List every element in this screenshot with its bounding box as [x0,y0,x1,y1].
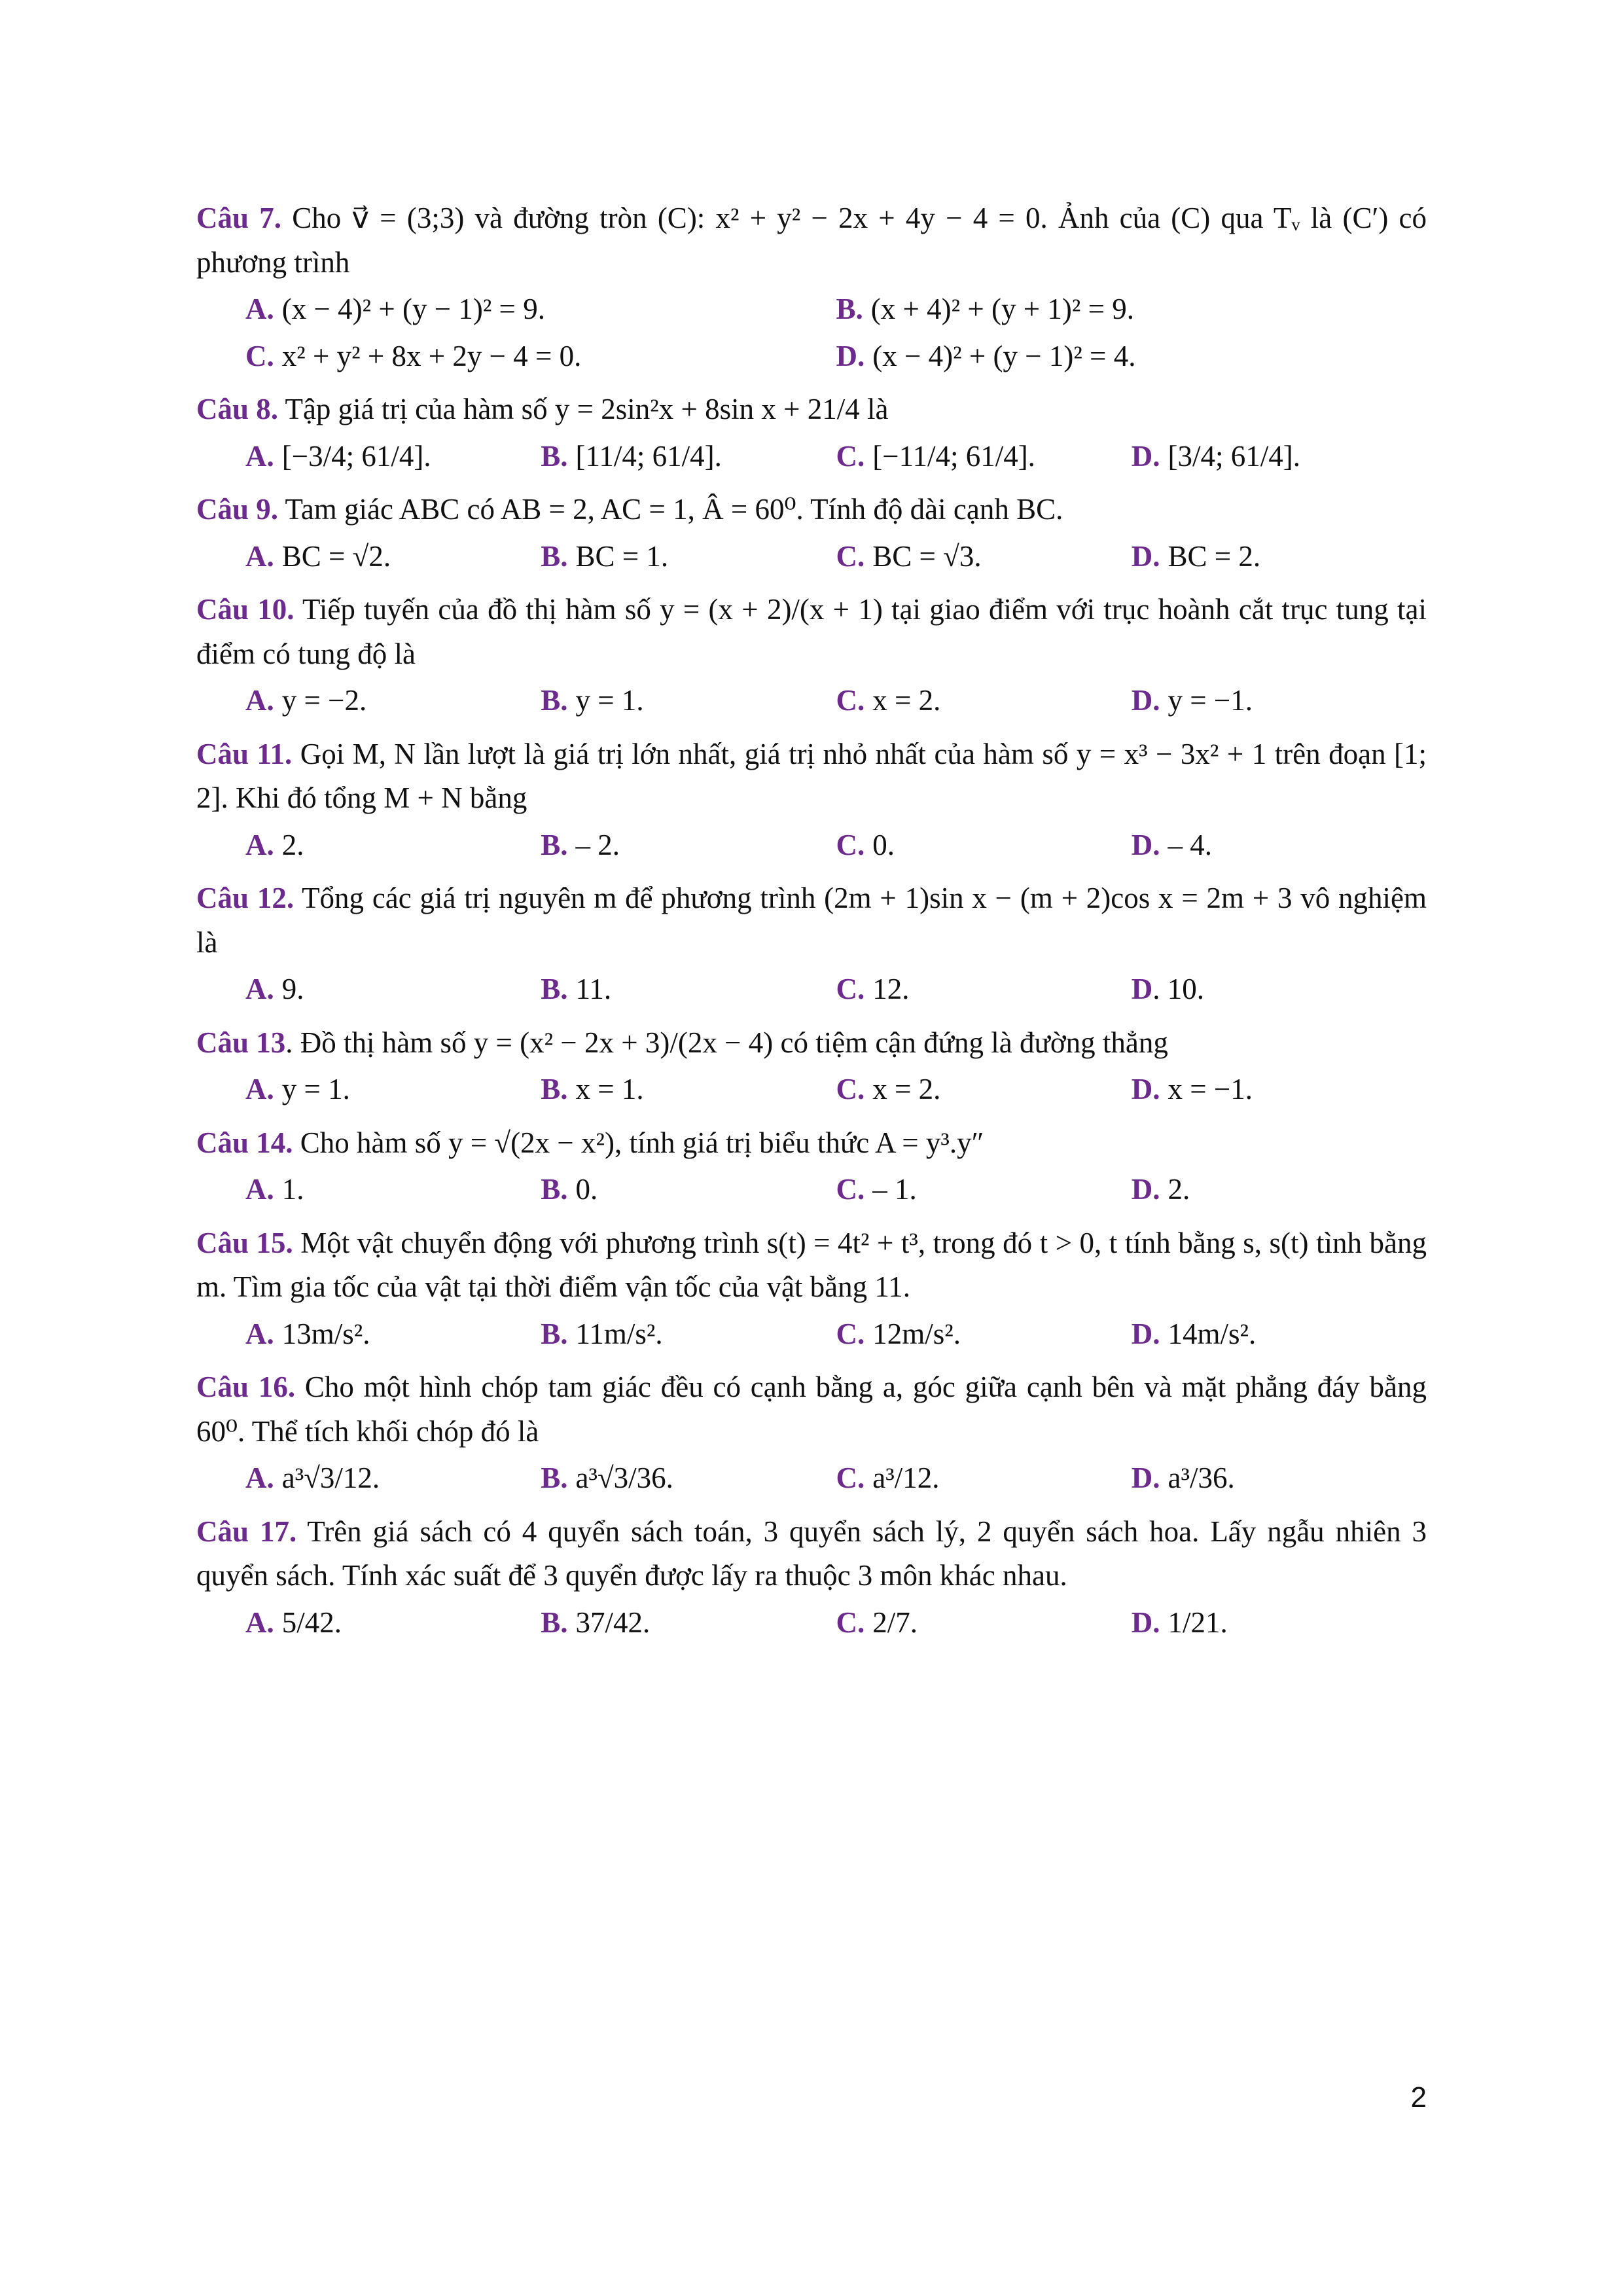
question-15 [196,1221,1427,1357]
question-text: Một vật chuyển động với phương trình s(t) = 4t² + t³, trong đó t > 0, t tính bằng s, s(t) tình bằng m. Tìm gia tốc của vật tại thời điểm vận tốc của vật bằng 11. [196,1226,1427,1303]
option-b[interactable] [541,967,836,1012]
option-label: D. [1131,1073,1160,1105]
option-a[interactable] [245,435,541,479]
question-label: Câu 15. [196,1226,293,1259]
question-label: Câu 11. [196,737,293,770]
option-text: 0. [872,828,895,861]
option-label: B. [541,1173,568,1206]
question-10 [196,588,1427,723]
answer-options [245,967,1427,1012]
option-d[interactable] [1132,1456,1427,1501]
option-a[interactable] [245,1312,541,1357]
option-text: x = −1. [1168,1073,1253,1105]
question-stem [196,196,1427,285]
page-number: 2 [1410,2081,1427,2113]
exam-page [196,196,1427,1654]
option-label: A. [245,1317,274,1350]
option-text: BC = √2. [281,539,391,573]
option-c[interactable] [836,1168,1132,1212]
question-label: Câu 9. [196,493,279,526]
option-text: 12. [872,973,910,1005]
option-label: B. [541,1462,568,1494]
option-text: 14m/s². [1168,1317,1257,1350]
option-label: A. [245,828,274,861]
option-label: C. [245,339,274,372]
option-text: . 10. [1152,973,1204,1005]
option-text: [−11/4; 61/4]. [872,439,1035,473]
option-label: A. [245,539,274,573]
option-text: – 1. [872,1173,917,1206]
answer-options [245,823,1427,868]
question-stem [196,732,1427,821]
option-label: B. [541,828,568,861]
answer-options [245,287,1427,378]
option-text: 2. [1168,1173,1190,1206]
option-text: [11/4; 61/4]. [575,439,722,473]
option-text: 5/42. [281,1605,342,1639]
option-a[interactable] [245,823,541,868]
option-text: a³/36. [1168,1462,1235,1494]
option-d[interactable] [1132,1601,1427,1645]
option-text: BC = √3. [872,539,982,573]
option-label: D. [1131,1317,1160,1350]
option-text: BC = 2. [1168,539,1261,573]
option-text: x² + y² + 8x + 2y − 4 = 0. [281,339,582,372]
option-c[interactable] [836,823,1132,868]
option-text: y = 1. [575,684,644,717]
option-text: x = 2. [872,1073,941,1105]
option-label: C. [836,1073,865,1105]
option-b[interactable] [541,435,836,479]
option-text: 1/21. [1168,1605,1228,1639]
option-label: A. [245,1073,274,1105]
option-label: C. [836,439,865,473]
question-text: . Đồ thị hàm số y = (x² − 2x + 3)/(2x − 4) có tiệm cận đứng là đường thẳng [285,1026,1168,1059]
option-text: 9. [281,973,304,1005]
option-label: D. [1131,1462,1160,1494]
option-d[interactable] [1132,679,1427,723]
question-stem [196,488,1427,532]
answer-options [245,1312,1427,1357]
question-label: Câu 16. [196,1371,296,1403]
question-label: Câu 7. [196,202,281,234]
option-text: x = 2. [872,684,941,717]
option-a[interactable] [245,1601,541,1645]
question-stem [196,1021,1427,1066]
option-label: C. [836,1173,865,1206]
option-label: A. [245,439,274,473]
answer-options [245,435,1427,479]
option-d[interactable] [1132,823,1427,868]
question-text: Gọi M, N lần lượt là giá trị lớn nhất, giá trị nhỏ nhất của hàm số y = x³ − 3x² + 1 trên đoạn [1; 2]. Khi đó tổng M + N bằng [196,737,1427,814]
question-16 [196,1365,1427,1501]
question-stem [196,1121,1427,1166]
question-text: Cho một hình chóp tam giác đều có cạnh bằng a, góc giữa cạnh bên và mặt phẳng đáy bằng 60⁰. Thể tích khối chóp đó là [196,1371,1427,1448]
option-d[interactable] [836,334,1427,379]
option-label: C. [836,1605,865,1639]
question-text: Tiếp tuyến của đồ thị hàm số y = (x + 2)/(x + 1) tại giao điểm với trục hoành cắt trục tung tại điểm có tung độ là [196,593,1427,670]
question-stem [196,1365,1427,1454]
option-c[interactable] [836,967,1132,1012]
option-text: 2/7. [872,1605,918,1639]
option-label: D. [1131,684,1160,717]
option-a[interactable] [245,1067,541,1112]
answer-options [245,1067,1427,1112]
question-stem [196,588,1427,676]
question-stem [196,876,1427,965]
option-a[interactable] [245,535,541,579]
option-d[interactable] [1132,967,1427,1012]
option-label: D. [1131,1605,1160,1639]
option-a[interactable] [245,679,541,723]
answer-options [245,1168,1427,1212]
option-label: C. [836,828,865,861]
question-label: Câu 14. [196,1126,293,1159]
option-label: A. [245,293,274,325]
option-b[interactable] [541,1456,836,1501]
option-c[interactable] [836,535,1132,579]
option-label: B. [836,293,863,325]
question-14 [196,1121,1427,1212]
question-stem [196,387,1427,432]
option-b[interactable] [541,679,836,723]
option-label: B. [541,539,568,573]
option-text: 0. [575,1173,598,1206]
option-text: – 4. [1168,828,1212,861]
option-a[interactable] [245,1456,541,1501]
question-label: Câu 13 [196,1026,286,1059]
question-text: Tam giác ABC có AB = 2, AC = 1, Â = 60⁰. Tính độ dài cạnh BC. [285,493,1063,526]
question-label: Câu 12. [196,882,294,914]
option-d[interactable] [1132,535,1427,579]
option-text: 12m/s². [872,1317,961,1350]
option-c[interactable] [836,1067,1132,1112]
option-label: D. [836,339,865,372]
option-label: B. [541,1605,568,1639]
option-label: A. [245,1173,274,1206]
option-a[interactable] [245,967,541,1012]
option-label: C. [836,684,865,717]
question-7 [196,196,1427,378]
option-text: (x − 4)² + (y − 1)² = 4. [872,339,1136,372]
question-text: Tổng các giá trị nguyên m để phương trình (2m + 1)sin x − (m + 2)cos x = 2m + 3 vô nghiệm là [196,882,1427,959]
question-11 [196,732,1427,868]
option-label: D. [1131,1173,1160,1206]
question-12 [196,876,1427,1012]
question-9 [196,488,1427,579]
option-text: (x + 4)² + (y + 1)² = 9. [870,293,1134,325]
option-text: x = 1. [575,1073,644,1105]
option-text: – 2. [575,828,620,861]
option-a[interactable] [245,1168,541,1212]
option-b[interactable] [541,1168,836,1212]
option-label: B. [541,973,568,1005]
option-b[interactable] [541,1601,836,1645]
question-stem [196,1510,1427,1598]
option-label: C. [836,973,865,1005]
option-text: 37/42. [575,1605,651,1639]
option-label: B. [541,1317,568,1350]
option-c[interactable] [836,1601,1132,1645]
option-text: a³√3/36. [575,1462,673,1494]
option-label: B. [541,1073,568,1105]
option-text: (x − 4)² + (y − 1)² = 9. [281,293,545,325]
option-d[interactable] [1132,1067,1427,1112]
option-c[interactable] [836,1456,1132,1501]
option-d[interactable] [1132,1312,1427,1357]
option-label: D. [1131,439,1160,473]
question-label: Câu 10. [196,593,294,626]
option-label: A. [245,684,274,717]
answer-options [245,1456,1427,1501]
question-17 [196,1510,1427,1645]
answer-options [245,679,1427,723]
option-label: B. [541,684,568,717]
question-label: Câu 17. [196,1515,297,1548]
question-text: Cho v⃗ = (3;3) và đường tròn (C): x² + y² − 2x + 4y − 4 = 0. Ảnh của (C) qua Tᵥ là (C′) có phương trình [196,202,1427,279]
question-text: Cho hàm số y = √(2x − x²), tính giá trị biểu thức A = y³.y″ [300,1126,984,1159]
option-b[interactable] [541,1312,836,1357]
option-d[interactable] [1132,435,1427,479]
option-text: BC = 1. [575,539,669,573]
option-label: C. [836,539,865,573]
option-label: C. [836,1462,865,1494]
option-text: [−3/4; 61/4]. [281,439,431,473]
option-c[interactable] [836,435,1132,479]
option-text: 11. [575,973,612,1005]
option-text: 1. [281,1173,304,1206]
option-label: A. [245,1462,274,1494]
option-text: y = 1. [281,1073,350,1105]
option-b[interactable] [541,1067,836,1112]
option-label: B. [541,439,568,473]
option-label: D. [1131,539,1160,573]
option-text: [3/4; 61/4]. [1168,439,1300,473]
question-text: Tập giá trị của hàm số y = 2sin²x + 8sin x + 21/4 là [285,393,889,425]
answer-options [245,535,1427,579]
option-label: A. [245,973,274,1005]
option-d[interactable] [1132,1168,1427,1212]
question-8 [196,387,1427,478]
option-label: D [1131,973,1153,1005]
option-b[interactable] [836,287,1427,332]
question-text: Trên giá sách có 4 quyển sách toán, 3 quyển sách lý, 2 quyển sách hoa. Lấy ngẫu nhiên 3 quyển sách. Tính xác suất để 3 quyển được lấy ra thuộc 3 môn khác nhau. [196,1515,1427,1592]
option-text: a³√3/12. [281,1462,380,1494]
option-b[interactable] [541,535,836,579]
question-stem [196,1221,1427,1310]
answer-options [245,1601,1427,1645]
option-text: 11m/s². [575,1317,663,1350]
option-text: 13m/s². [281,1317,370,1350]
question-label: Câu 8. [196,393,279,425]
option-b[interactable] [541,823,836,868]
option-a[interactable] [245,287,836,332]
option-text: 2. [281,828,304,861]
option-c[interactable] [245,334,836,379]
option-c[interactable] [836,679,1132,723]
option-text: y = −2. [281,684,367,717]
option-text: y = −1. [1168,684,1253,717]
option-label: A. [245,1605,274,1639]
option-label: D. [1131,828,1160,861]
option-label: C. [836,1317,865,1350]
question-13 [196,1021,1427,1112]
option-c[interactable] [836,1312,1132,1357]
option-text: a³/12. [872,1462,940,1494]
